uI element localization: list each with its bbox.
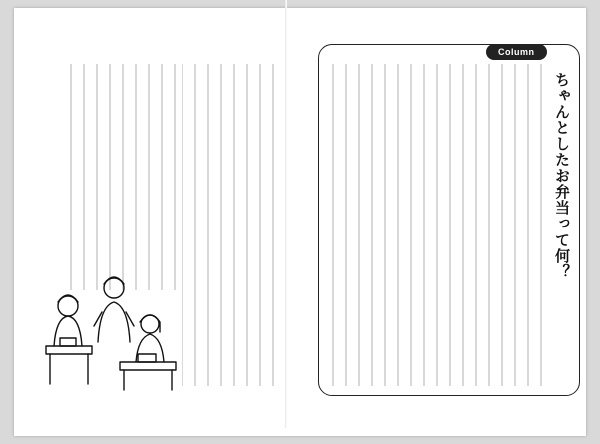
column-badge: Column [486,44,547,60]
person-middle-body [98,302,130,342]
right-page-body-text [326,64,546,386]
desk-left-top [46,346,92,354]
lunchbox-right [138,354,156,362]
person-left-body [54,316,82,346]
desk-right-top [120,362,176,370]
lunchbox-left [60,338,76,346]
column-title: ちゃんとしたお弁当って何？ [553,72,571,280]
page-gutter [285,0,287,428]
left-page-body-text-main [182,64,278,386]
desk-right-legs [124,370,172,390]
classroom-illustration [40,254,180,392]
person-right-body [136,334,164,362]
desk-left-legs [50,354,88,384]
